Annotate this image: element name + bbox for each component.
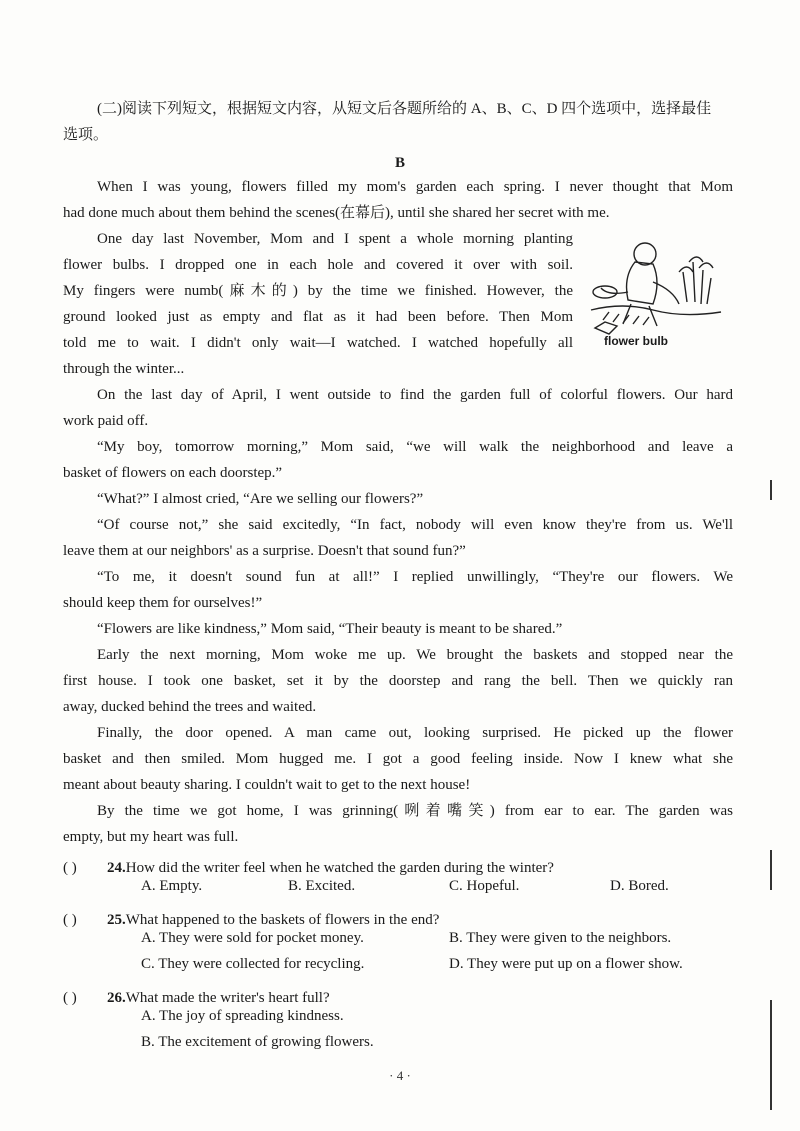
answer-option: C. Hopeful.	[449, 878, 520, 894]
answer-blank[interactable]: ( )	[63, 860, 77, 876]
passage-line: away, ducked behind the trees and waited.	[63, 699, 317, 715]
passage-line: When I was young, flowers filled my mom's garden each spring. I never thought that Mom	[97, 179, 733, 195]
passage-label: B	[394, 155, 405, 171]
passage-line: meant about beauty sharing. I couldn't wait to get to the next house!	[63, 777, 471, 793]
answer-blank[interactable]: ( )	[63, 912, 77, 928]
section-instruction: (二)阅读下列短文，根据短文内容，从短文后各题所给的 A、B、C、D 四个选项中，选择最佳	[97, 101, 712, 117]
passage-line: flower bulbs. I dropped one in each hole and covered it over with soil.	[63, 257, 573, 273]
passage-line: By the time we got home, I was grinning(咧着嘴笑) from ear to ear. The garden was	[97, 803, 733, 819]
answer-option: B. They were given to the neighbors.	[449, 930, 672, 946]
page-number: · 4 ·	[389, 1068, 411, 1083]
figure-caption: flower bulb	[604, 334, 668, 348]
passage-line: empty, but my heart was full.	[63, 829, 239, 845]
question-text: What made the writer's heart full?	[125, 990, 330, 1006]
passage-line: leave them at our neighbors' as a surprise. Doesn't that sound fun?”	[63, 543, 466, 559]
question-number: 24.	[107, 860, 126, 876]
passage-line: “To me, it doesn't sound fun at all!” I replied unwillingly, “They're our flowers. We	[97, 569, 733, 585]
passage-line: told me to wait. I didn't only wait—I watched. I watched hopefully all	[63, 335, 573, 351]
answer-blank[interactable]: ( )	[63, 990, 77, 1006]
passage-line: “Of course not,” she said excitedly, “In fact, nobody will even know they're from us. We'll	[97, 517, 733, 533]
passage-line: first house. I took one basket, set it by the doorstep and rang the bell. Then we quickly ran	[63, 673, 733, 689]
passage-line: work paid off.	[63, 413, 149, 429]
flower-bulb-illustration	[583, 232, 725, 350]
answer-option: A. Empty.	[141, 878, 203, 894]
answer-option: B. Excited.	[288, 878, 356, 894]
scan-edge-mark	[770, 480, 772, 500]
section-instruction-cont: 选项。	[63, 127, 109, 143]
question-text: What happened to the baskets of flowers in the end?	[125, 912, 440, 928]
passage-line: basket of flowers on each doorstep.”	[63, 465, 283, 481]
passage-line: had done much about them behind the scenes(在幕后), until she shared her secret with me.	[63, 205, 610, 221]
passage-line: basket and then smiled. Mom hugged me. I got a good feeling inside. Now I knew what she	[63, 751, 733, 767]
passage-line: should keep them for ourselves!”	[63, 595, 263, 611]
passage-line: ground looked just as empty and flat as it had been before. Then Mom	[63, 309, 573, 325]
question-number: 25.	[107, 912, 126, 928]
scan-edge-mark	[770, 850, 772, 890]
passage-line: On the last day of April, I went outside to find the garden full of colorful flowers. Our hard	[97, 387, 733, 403]
answer-option: C. They were collected for recycling.	[141, 956, 365, 972]
passage-line: “Flowers are like kindness,” Mom said, “Their beauty is meant to be shared.”	[97, 621, 563, 637]
question-number: 26.	[107, 990, 126, 1006]
answer-option: D. They were put up on a flower show.	[449, 956, 683, 972]
passage-line: “My boy, tomorrow morning,” Mom said, “we will walk the neighborhood and leave a	[97, 439, 733, 455]
passage-line: Finally, the door opened. A man came out, looking surprised. He picked up the flower	[97, 725, 733, 741]
answer-option: A. They were sold for pocket money.	[141, 930, 364, 946]
answer-option: A. The joy of spreading kindness.	[141, 1008, 344, 1024]
scan-edge-mark	[770, 1000, 772, 1110]
question-text: How did the writer feel when he watched the garden during the winter?	[125, 860, 554, 876]
passage-line: One day last November, Mom and I spent a whole morning planting	[97, 231, 573, 247]
passage-line: “What?” I almost cried, “Are we selling our flowers?”	[97, 491, 424, 507]
passage-line: My fingers were numb(麻木的) by the time we finished. However, the	[63, 283, 573, 299]
answer-option: B. The excitement of growing flowers.	[141, 1034, 374, 1050]
answer-option: D. Bored.	[610, 878, 669, 894]
passage-line: through the winter...	[63, 361, 185, 377]
passage-line: Early the next morning, Mom woke me up. We brought the baskets and stopped near the	[97, 647, 733, 663]
